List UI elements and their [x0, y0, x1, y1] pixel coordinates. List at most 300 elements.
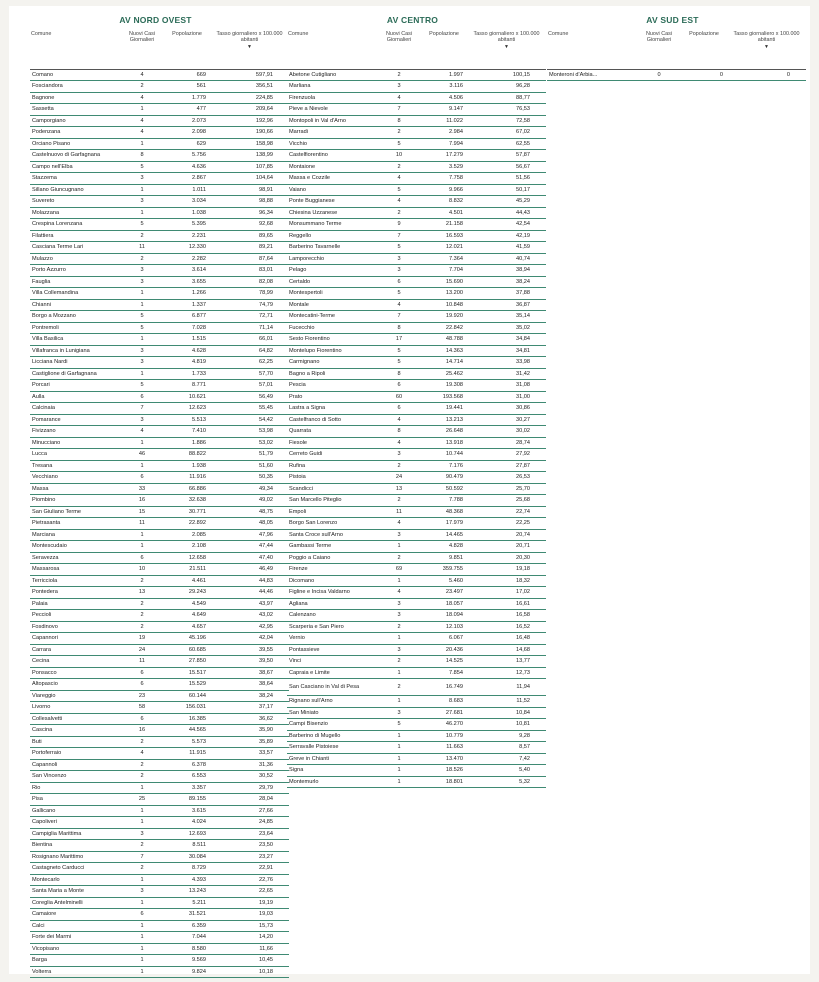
cell-comune: Campo nell'Elba — [30, 161, 120, 173]
cell-popolazione: 2.984 — [421, 127, 467, 139]
cell-nuovi-casi: 1 — [377, 541, 421, 553]
cell-comune: Suvereto — [30, 196, 120, 208]
table-row — [30, 311, 289, 323]
data-table — [30, 29, 289, 978]
cell-comune: Santa Croce sull'Arno — [287, 529, 377, 541]
table-row — [30, 173, 289, 185]
cell-comune: Scarperia e San Piero — [287, 621, 377, 633]
sort-desc-icon[interactable]: ▼ — [764, 44, 769, 50]
cell-tasso: 22,91 — [210, 863, 289, 875]
table-row — [287, 230, 546, 242]
table-row — [30, 621, 289, 633]
table-row — [287, 437, 546, 449]
cell-popolazione: 26.648 — [421, 426, 467, 438]
cell-tasso: 42,04 — [210, 633, 289, 645]
table-row — [287, 196, 546, 208]
table-row — [30, 598, 289, 610]
cell-nuovi-casi: 1 — [377, 776, 421, 788]
cell-comune: Calcinaia — [30, 403, 120, 415]
cell-nuovi-casi: 2 — [120, 759, 164, 771]
cell-popolazione: 12.021 — [421, 242, 467, 254]
header-tasso[interactable] — [210, 29, 289, 69]
cell-popolazione: 4.501 — [421, 207, 467, 219]
table-row — [30, 966, 289, 978]
cell-nuovi-casi: 24 — [377, 472, 421, 484]
cell-comune: Fucecchio — [287, 322, 377, 334]
cell-nuovi-casi: 5 — [377, 357, 421, 369]
cell-popolazione: 7.028 — [164, 322, 210, 334]
section-nord-ovest — [30, 6, 281, 978]
cell-nuovi-casi: 4 — [377, 437, 421, 449]
cell-comune: Pontremoli — [30, 322, 120, 334]
table-row — [30, 69, 289, 81]
cell-nuovi-casi: 6 — [120, 667, 164, 679]
table-row — [287, 742, 546, 754]
table-row — [287, 518, 546, 530]
cell-comune: Campi Bisenzio — [287, 719, 377, 731]
cell-nuovi-casi: 1 — [120, 184, 164, 196]
cell-comune: Lamporecchio — [287, 253, 377, 265]
table-row — [287, 334, 546, 346]
table-row — [30, 690, 289, 702]
cell-popolazione: 2.098 — [164, 127, 210, 139]
cell-popolazione: 1.997 — [421, 69, 467, 81]
cell-nuovi-casi: 4 — [377, 196, 421, 208]
cell-nuovi-casi: 10 — [120, 564, 164, 576]
cell-nuovi-casi: 8 — [377, 426, 421, 438]
cell-nuovi-casi: 1 — [120, 943, 164, 955]
cell-nuovi-casi: 19 — [120, 633, 164, 645]
cell-tasso: 27,92 — [467, 449, 546, 461]
cell-popolazione: 11.915 — [164, 748, 210, 760]
cell-popolazione: 23.497 — [421, 587, 467, 599]
cell-nuovi-casi: 2 — [120, 230, 164, 242]
cell-comune: Calci — [30, 920, 120, 932]
cell-popolazione: 89.155 — [164, 794, 210, 806]
cell-popolazione: 9.147 — [421, 104, 467, 116]
cell-tasso: 10,81 — [467, 719, 546, 731]
cell-popolazione: 11.916 — [164, 472, 210, 484]
cell-tasso: 48,05 — [210, 518, 289, 530]
cell-comune: Massa e Cozzile — [287, 173, 377, 185]
cell-nuovi-casi: 3 — [120, 345, 164, 357]
cell-popolazione: 0 — [681, 69, 727, 81]
table-row — [287, 219, 546, 231]
section-sud-est — [547, 6, 798, 81]
cell-comune: Fosciandora — [30, 81, 120, 93]
table-row — [30, 299, 289, 311]
cell-comune: Castagneto Carducci — [30, 863, 120, 875]
cell-comune: Castelfranco di Sotto — [287, 414, 377, 426]
cell-popolazione: 5.211 — [164, 897, 210, 909]
table-row — [30, 276, 289, 288]
cell-nuovi-casi: 6 — [120, 472, 164, 484]
cell-popolazione: 8.771 — [164, 380, 210, 392]
cell-comune: Ponsacco — [30, 667, 120, 679]
table-row — [30, 483, 289, 495]
cell-comune: Reggello — [287, 230, 377, 242]
table-row — [287, 391, 546, 403]
cell-nuovi-casi: 2 — [377, 460, 421, 472]
cell-tasso: 30,86 — [467, 403, 546, 415]
cell-comune: Casciana Terme Lari — [30, 242, 120, 254]
table-row — [30, 529, 289, 541]
cell-comune: Podenzana — [30, 127, 120, 139]
cell-comune: San Giuliano Terme — [30, 506, 120, 518]
cell-nuovi-casi: 23 — [120, 690, 164, 702]
header-nuovi-casi[interactable]: Nuovi Casi Giornalieri — [377, 29, 421, 69]
cell-tasso: 190,66 — [210, 127, 289, 139]
cell-comune: Pieve a Nievole — [287, 104, 377, 116]
cell-nuovi-casi: 5 — [377, 719, 421, 731]
cell-nuovi-casi: 11 — [120, 518, 164, 530]
table-row — [30, 794, 289, 806]
header-popolazione[interactable]: Popolazione — [164, 29, 210, 69]
table-row — [30, 368, 289, 380]
cell-popolazione: 18.801 — [421, 776, 467, 788]
cell-popolazione: 12.658 — [164, 552, 210, 564]
table-row — [287, 115, 546, 127]
table-row — [287, 541, 546, 553]
page — [9, 6, 810, 974]
cell-comune: Bagno a Ripoli — [287, 368, 377, 380]
cell-comune: Coreglia Antelminelli — [30, 897, 120, 909]
cell-tasso: 23,50 — [210, 840, 289, 852]
cell-tasso: 62,25 — [210, 357, 289, 369]
table-row — [30, 805, 289, 817]
table-row — [30, 702, 289, 714]
cell-nuovi-casi: 3 — [377, 265, 421, 277]
cell-tasso: 51,79 — [210, 449, 289, 461]
cell-tasso: 78,99 — [210, 288, 289, 300]
cell-popolazione: 22.842 — [421, 322, 467, 334]
cell-popolazione: 5.460 — [421, 575, 467, 587]
table-row — [30, 713, 289, 725]
cell-comune: Greve in Chianti — [287, 753, 377, 765]
cell-popolazione: 9.569 — [164, 955, 210, 967]
table-row — [30, 552, 289, 564]
cell-comune: Seravezza — [30, 552, 120, 564]
cell-comune: Licciana Nardi — [30, 357, 120, 369]
cell-comune: Montopoli in Val d'Arno — [287, 115, 377, 127]
cell-tasso: 47,40 — [210, 552, 289, 564]
table-row — [30, 265, 289, 277]
cell-popolazione: 21.158 — [421, 219, 467, 231]
cell-tasso: 11,94 — [467, 679, 546, 696]
cell-tasso: 34,81 — [467, 345, 546, 357]
cell-popolazione: 12.623 — [164, 403, 210, 415]
cell-popolazione: 60.144 — [164, 690, 210, 702]
cell-tasso: 20,71 — [467, 541, 546, 553]
cell-comune: Monteroni d'Arbia... — [547, 69, 637, 81]
table-row — [30, 115, 289, 127]
cell-popolazione: 29.243 — [164, 587, 210, 599]
cell-popolazione: 10.744 — [421, 449, 467, 461]
cell-popolazione: 66.886 — [164, 483, 210, 495]
table-row — [287, 707, 546, 719]
table-row — [287, 598, 546, 610]
table-row — [30, 644, 289, 656]
cell-comune: Viareggio — [30, 690, 120, 702]
cell-nuovi-casi: 2 — [120, 598, 164, 610]
cell-comune: Villa Collemandina — [30, 288, 120, 300]
cell-popolazione: 1.266 — [164, 288, 210, 300]
header-comune[interactable]: Comune — [30, 29, 120, 69]
cell-tasso: 25,70 — [467, 483, 546, 495]
cell-tasso: 100,15 — [467, 69, 546, 81]
cell-popolazione: 15.690 — [421, 276, 467, 288]
cell-comune: Pontedera — [30, 587, 120, 599]
table-row — [287, 506, 546, 518]
cell-tasso: 44,46 — [210, 587, 289, 599]
cell-comune: Capraia e Limite — [287, 667, 377, 679]
cell-comune: Chianni — [30, 299, 120, 311]
table-row — [287, 483, 546, 495]
cell-popolazione: 7.364 — [421, 253, 467, 265]
cell-tasso: 66,01 — [210, 334, 289, 346]
cell-tasso: 55,45 — [210, 403, 289, 415]
cell-nuovi-casi: 1 — [120, 966, 164, 978]
cell-comune: Dicomano — [287, 575, 377, 587]
cell-comune: San Marcello Piteglio — [287, 495, 377, 507]
cell-popolazione: 4.549 — [164, 598, 210, 610]
cell-tasso: 19,03 — [210, 909, 289, 921]
cell-comune: Buti — [30, 736, 120, 748]
cell-nuovi-casi: 60 — [377, 391, 421, 403]
cell-popolazione: 30.771 — [164, 506, 210, 518]
table-row — [30, 322, 289, 334]
cell-nuovi-casi: 4 — [120, 115, 164, 127]
cell-comune: Camaiore — [30, 909, 120, 921]
cell-comune: Pietrasanta — [30, 518, 120, 530]
cell-popolazione: 629 — [164, 138, 210, 150]
cell-comune: Fivizzano — [30, 426, 120, 438]
cell-tasso: 43,02 — [210, 610, 289, 622]
cell-tasso: 37,17 — [210, 702, 289, 714]
cell-nuovi-casi: 11 — [120, 656, 164, 668]
cell-nuovi-casi: 2 — [120, 253, 164, 265]
table-row — [287, 564, 546, 576]
cell-popolazione: 9.851 — [421, 552, 467, 564]
cell-tasso: 16,58 — [467, 610, 546, 622]
cell-tasso: 57,01 — [210, 380, 289, 392]
table-row — [30, 207, 289, 219]
header-popolazione[interactable]: Popolazione — [421, 29, 467, 69]
cell-tasso: 96,28 — [467, 81, 546, 93]
cell-comune: Borgo a Mozzano — [30, 311, 120, 323]
data-table — [547, 29, 806, 81]
cell-nuovi-casi: 3 — [377, 598, 421, 610]
sort-desc-icon[interactable]: ▼ — [247, 44, 252, 50]
sort-desc-icon[interactable]: ▼ — [504, 44, 509, 50]
cell-nuovi-casi: 2 — [120, 840, 164, 852]
cell-nuovi-casi: 8 — [377, 115, 421, 127]
cell-popolazione: 4.024 — [164, 817, 210, 829]
cell-tasso: 33,98 — [467, 357, 546, 369]
cell-tasso: 597,91 — [210, 69, 289, 81]
cell-tasso: 34,84 — [467, 334, 546, 346]
cell-nuovi-casi: 2 — [120, 610, 164, 622]
header-popolazione[interactable]: Popolazione — [681, 29, 727, 69]
cell-tasso: 44,83 — [210, 575, 289, 587]
cell-popolazione: 156.031 — [164, 702, 210, 714]
cell-nuovi-casi: 4 — [377, 518, 421, 530]
table-row — [30, 437, 289, 449]
cell-comune: Livorno — [30, 702, 120, 714]
cell-comune: Pontassieve — [287, 644, 377, 656]
header-comune[interactable]: Comune — [547, 29, 637, 69]
cell-tasso: 19,19 — [210, 897, 289, 909]
cell-popolazione: 8.729 — [164, 863, 210, 875]
cell-tasso: 42,95 — [210, 621, 289, 633]
table-row — [287, 633, 546, 645]
table-row — [30, 897, 289, 909]
cell-nuovi-casi: 3 — [120, 357, 164, 369]
cell-comune: Prato — [287, 391, 377, 403]
table-row — [30, 736, 289, 748]
table-row — [287, 265, 546, 277]
cell-comune: Scandicci — [287, 483, 377, 495]
cell-popolazione: 31.521 — [164, 909, 210, 921]
table-row — [287, 127, 546, 139]
table-row — [30, 345, 289, 357]
header-nuovi-casi[interactable]: Nuovi Casi Giornalieri — [637, 29, 681, 69]
table-row — [287, 299, 546, 311]
cell-tasso: 51,60 — [210, 460, 289, 472]
cell-comune: Cecina — [30, 656, 120, 668]
cell-popolazione: 50.592 — [421, 483, 467, 495]
header-comune[interactable]: Comune — [287, 29, 377, 69]
table-row — [30, 863, 289, 875]
cell-popolazione: 10.621 — [164, 391, 210, 403]
table-row — [30, 403, 289, 415]
table-row — [30, 184, 289, 196]
cell-popolazione: 359.755 — [421, 564, 467, 576]
cell-nuovi-casi: 3 — [120, 886, 164, 898]
cell-popolazione: 8.683 — [421, 696, 467, 708]
cell-tasso: 31,42 — [467, 368, 546, 380]
header-tasso[interactable] — [727, 29, 806, 69]
cell-tasso: 45,29 — [467, 196, 546, 208]
cell-tasso: 16,61 — [467, 598, 546, 610]
cell-comune: Cascina — [30, 725, 120, 737]
cell-tasso: 42,19 — [467, 230, 546, 242]
cell-comune: Terricciola — [30, 575, 120, 587]
table-row — [30, 92, 289, 104]
cell-nuovi-casi: 7 — [377, 311, 421, 323]
section-centro — [287, 6, 538, 788]
cell-tasso: 22,74 — [467, 506, 546, 518]
cell-nuovi-casi: 13 — [120, 587, 164, 599]
cell-popolazione: 4.393 — [164, 874, 210, 886]
cell-comune: Campiglia Marittima — [30, 828, 120, 840]
cell-tasso: 67,02 — [467, 127, 546, 139]
cell-nuovi-casi: 1 — [120, 299, 164, 311]
cell-nuovi-casi: 3 — [377, 253, 421, 265]
cell-nuovi-casi: 13 — [377, 483, 421, 495]
cell-nuovi-casi: 69 — [377, 564, 421, 576]
table-row — [30, 909, 289, 921]
cell-tasso: 51,56 — [467, 173, 546, 185]
table-row — [287, 242, 546, 254]
cell-popolazione: 18.057 — [421, 598, 467, 610]
cell-tasso: 92,68 — [210, 219, 289, 231]
cell-popolazione: 7.044 — [164, 932, 210, 944]
cell-nuovi-casi: 3 — [120, 173, 164, 185]
cell-popolazione: 14.363 — [421, 345, 467, 357]
cell-tasso: 57,87 — [467, 150, 546, 162]
cell-nuovi-casi: 1 — [377, 696, 421, 708]
cell-comune: San Casciano in Val di Pesa — [287, 679, 377, 696]
cell-popolazione: 5.573 — [164, 736, 210, 748]
cell-tasso: 30,02 — [467, 426, 546, 438]
cell-popolazione: 6.553 — [164, 771, 210, 783]
cell-comune: Calenzano — [287, 610, 377, 622]
cell-popolazione: 46.270 — [421, 719, 467, 731]
cell-tasso: 39,55 — [210, 644, 289, 656]
cell-nuovi-casi: 0 — [637, 69, 681, 81]
table-row — [287, 403, 546, 415]
cell-comune: Sillano Giuncugnano — [30, 184, 120, 196]
cell-nuovi-casi: 1 — [120, 541, 164, 553]
table-body — [287, 69, 546, 788]
cell-tasso: 0 — [727, 69, 806, 81]
cell-tasso: 42,54 — [467, 219, 546, 231]
cell-tasso: 82,08 — [210, 276, 289, 288]
table-row — [30, 150, 289, 162]
cell-tasso: 209,64 — [210, 104, 289, 116]
cell-comune: Porto Azzurro — [30, 265, 120, 277]
header-tasso[interactable] — [467, 29, 546, 69]
header-tasso-label: Tasso giornaliero x 100.000 abitanti — [733, 31, 800, 43]
cell-comune: Barberino di Mugello — [287, 730, 377, 742]
cell-popolazione: 4.649 — [164, 610, 210, 622]
cell-popolazione: 15.529 — [164, 679, 210, 691]
cell-popolazione: 7.176 — [421, 460, 467, 472]
cell-tasso: 49,34 — [210, 483, 289, 495]
cell-nuovi-casi: 1 — [120, 782, 164, 794]
cell-tasso: 43,97 — [210, 598, 289, 610]
header-tasso-label: Tasso giornaliero x 100.000 abitanti — [216, 31, 283, 43]
table-row — [30, 127, 289, 139]
cell-nuovi-casi: 7 — [377, 104, 421, 116]
cell-comune: Signa — [287, 765, 377, 777]
cell-nuovi-casi: 17 — [377, 334, 421, 346]
cell-nuovi-casi: 1 — [120, 104, 164, 116]
cell-tasso: 24,85 — [210, 817, 289, 829]
cell-comune: Fosdinovo — [30, 621, 120, 633]
table-row — [30, 495, 289, 507]
cell-tasso: 48,75 — [210, 506, 289, 518]
cell-popolazione: 44.565 — [164, 725, 210, 737]
cell-comune: Rignano sull'Arno — [287, 696, 377, 708]
cell-nuovi-casi: 5 — [377, 184, 421, 196]
cell-tasso: 31,08 — [467, 380, 546, 392]
table-row — [30, 667, 289, 679]
table-row — [287, 414, 546, 426]
table-row — [287, 730, 546, 742]
cell-nuovi-casi: 1 — [120, 874, 164, 886]
cell-nuovi-casi: 16 — [120, 495, 164, 507]
table-row — [30, 564, 289, 576]
cell-nuovi-casi: 1 — [120, 897, 164, 909]
cell-nuovi-casi: 3 — [377, 644, 421, 656]
cell-comune: Camporgiano — [30, 115, 120, 127]
header-nuovi-casi[interactable]: Nuovi Casi Giornalieri — [120, 29, 164, 69]
cell-tasso: 11,66 — [210, 943, 289, 955]
cell-popolazione: 1.779 — [164, 92, 210, 104]
cell-tasso: 47,44 — [210, 541, 289, 553]
